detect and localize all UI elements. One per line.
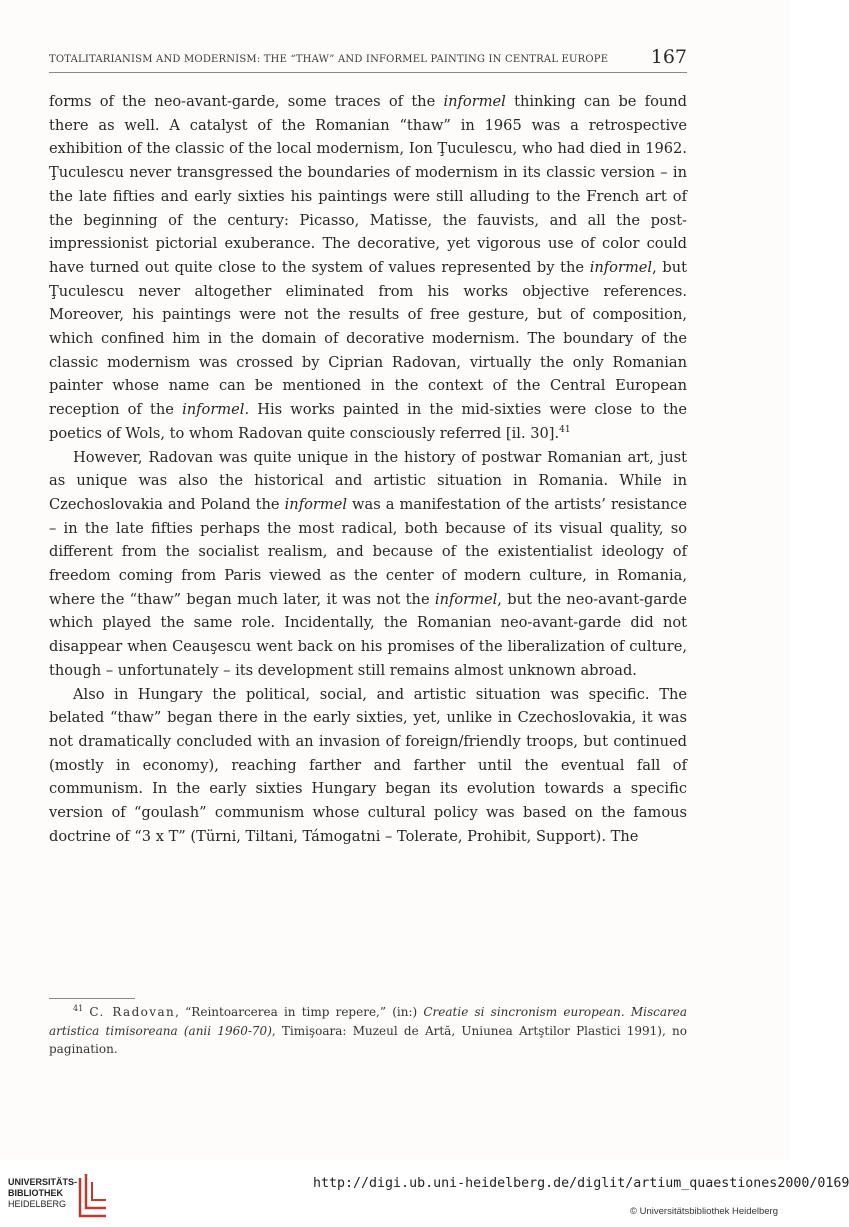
- page-number: 167: [650, 46, 687, 68]
- paragraph-1: forms of the neo-avant-garde, some traces of the informel thinking can be found there as well. A catalyst of the Romanian “thaw” in 1965 was a retrospective exhibition of the classic of the local modernism, Ion Ţuculescu, who had died in 1962. Ţuculescu never transgressed the boundaries of modernism in its classic version – in the late fifties and early sixties his paintings were still alluding to the French art of the beginning of the century: Picasso, Matisse, the fauvists, and all the post-impressionist pictorial exuberance. The decorative, yet vigorous use of color could have turned out quite close to the system of values represented by the informel, but Ţuculescu never altogether eliminated from his works objective references. Moreover, his paintings were not the results of free gesture, but of composition, which confined him in the domain of decorative modernism. The boundary of the classic modernism was crossed by Ciprian Radovan, virtually the only Romanian painter whose name can be mentioned in the context of the Central European reception of the informel. His works painted in the mid-sixties were close to the poetics of Wols, to whom Radovan quite consciously referred [il. 30].$^{41}$: [49, 93, 687, 442]
- footnote-number: 41: [73, 1004, 84, 1013]
- footnote-divider: [49, 998, 135, 999]
- running-head: [49, 48, 687, 73]
- body-text: [49, 90, 687, 849]
- paragraph-3: Also in Hungary the political, social, and artistic situation was specific. The belated “thaw” began there in the early sixties, yet, unlike in Czechoslovakia, it was not dramatically concluded with an invasion of foreign/friendly troops, but continued (mostly in economy), reaching farther and farther until the eventual fall of communism. In the early sixties Hungary began its evolution towards a specific version of “goulash” communism whose cultural policy was based on the famous doctrine of “3 x T” (Türni, Tiltani, Támogatni – Tolerate, Prohibit, Support). The: [49, 685, 687, 845]
- footnote-reference[interactable]: 41: [559, 424, 571, 435]
- footnote-41: $^{41}$ C. Radovan, “Reintoarcerea in timp repere,” (in:) Creatie si sincronism european. Miscarea artistica timisoreana (anii 1960-70), Timişoara: Muzeul de Artă, Uniunea Artştilor Plastici 1991), no pagination.: [49, 1004, 687, 1056]
- running-title: TOTALITARIANISM AND MODERNISM: THE “THAW” AND INFORMEL PAINTING IN CENTRAL EUROPE: [49, 54, 609, 65]
- library-logo-text: UNIVERSITÄTS- BIBLIOTHEK HEIDELBERG: [8, 1177, 78, 1209]
- digital-copy-link[interactable]: http://digi.ub.uni-heidelberg.de/diglit/artium_quaestiones2000/0169: [313, 1176, 849, 1191]
- library-footer: [0, 1160, 849, 1227]
- copyright-notice: © Universitätsbibliothek Heidelberg: [630, 1206, 778, 1217]
- paragraph-2: However, Radovan was quite unique in the history of postwar Romanian art, just as unique was also the historical and artistic situation in Romania. While in Czechoslovakia and Poland the informel was a manifestation of the artists’ resistance – in the late fifties perhaps the most radical, both because of its visual quality, so different from the socialist realism, and because of the existentialist ideology of freedom coming from Paris viewed as the center of modern culture, in Romania, where the “thaw” began much later, it was not the informel, but the neo-avant-garde which played the same role. Incidentally, the Romanian neo-avant-garde did not disappear when Ceauşescu went back on his promises of the liberalization of culture, though – unfortunately – its development still remains almost unknown abroad.: [49, 448, 687, 679]
- footnote-source: Creatie si sincronism european. Miscarea artistica timisoreana (anii 1960-70): [49, 1005, 687, 1038]
- library-logo-icon: [76, 1170, 110, 1220]
- footnote-author: C. Radovan: [89, 1005, 176, 1019]
